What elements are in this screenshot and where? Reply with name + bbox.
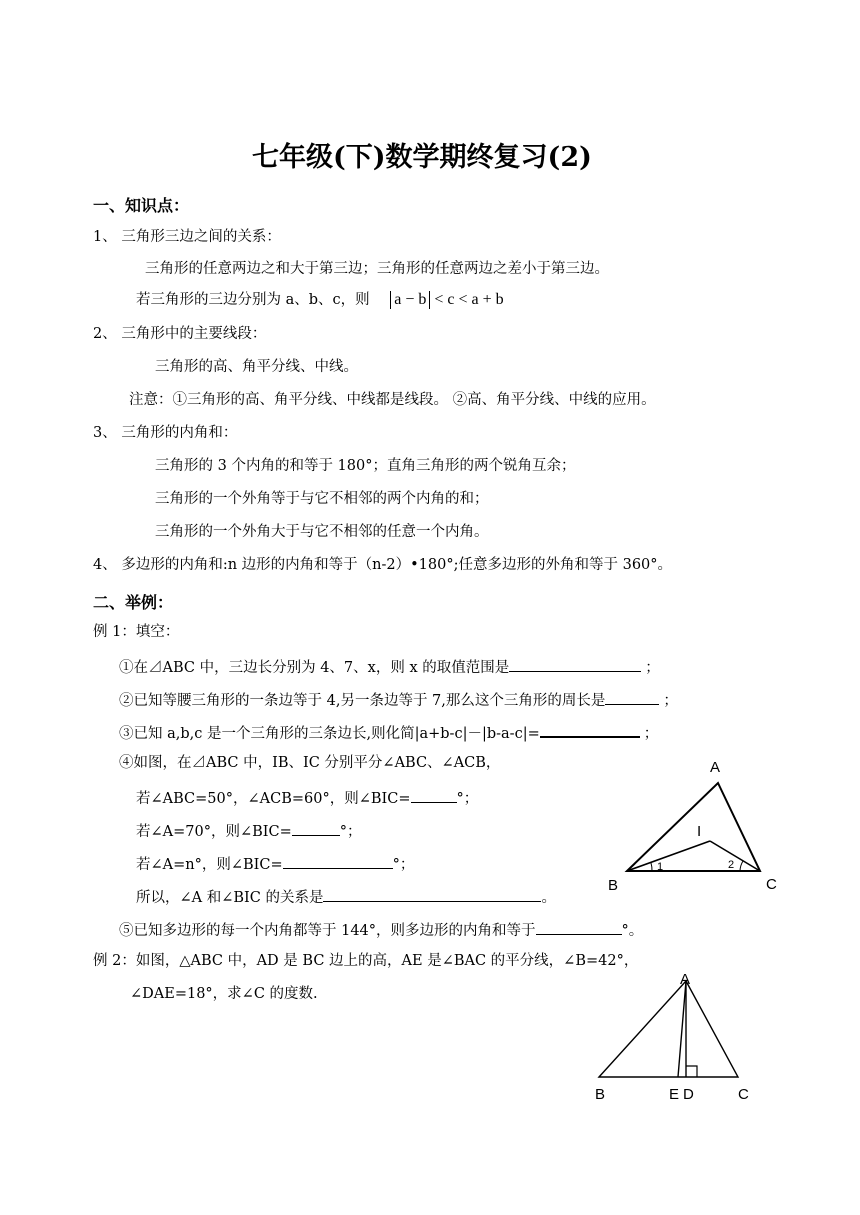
question-4a-text: 若∠ABC=50°，∠ACB=60°，则∠BIC= (136, 791, 411, 807)
point-3-title: 3、 三角形的内角和： (93, 425, 238, 441)
example-2-line-1: 例 2：如图，△ABC 中，AD 是 BC 边上的高，AE 是∠BAC 的平分线，∠B=42°， (93, 953, 639, 969)
question-4d-text: 所以，∠A 和∠BIC 的关系是 (136, 890, 324, 906)
label-angle-1: 1 (657, 861, 664, 873)
question-5 (119, 919, 643, 940)
question-4c-end: °； (392, 857, 415, 873)
question-4c-text: 若∠A=n°，则∠BIC= (136, 857, 283, 873)
label-angle-2: 2 (728, 859, 735, 871)
question-4: ④如图，在⊿ABC 中，IB、IC 分别平分∠ABC、∠ACB， (119, 755, 501, 771)
answer-blank-5[interactable] (536, 919, 622, 935)
question-1-text: ①在⊿ABC 中，三边长分别为 4、7、x，则 x 的取值范围是 (119, 660, 510, 676)
label-e: E (669, 1086, 680, 1103)
label-b-2: B (595, 1086, 606, 1103)
question-4c (136, 853, 414, 874)
point-3-line-1: 三角形的 3 个内角的和等于 180°；直角三角形的两个锐角互余； (155, 458, 576, 474)
label-c: C (766, 876, 777, 893)
question-1 (119, 656, 660, 677)
point-2-title: 2、 三角形中的主要线段： (93, 326, 267, 342)
formula-rest: < c < a + b (430, 291, 504, 308)
point-1-sides-prefix: 若三角形的三边分别为 a、b、c，则 (136, 292, 370, 308)
point-1-title: 1、 三角形三边之间的关系： (93, 229, 281, 245)
abs-value: a − b (390, 291, 430, 309)
label-a-2: A (680, 971, 691, 988)
bisector-ae (678, 981, 686, 1077)
answer-blank-2[interactable] (605, 689, 659, 705)
question-5-text: ⑤已知多边形的每一个内角都等于 144°，则多边形的内角和等于 (119, 923, 536, 939)
answer-blank-4d[interactable] (323, 886, 541, 902)
example-2-line-2: ∠DAE=18°，求∠C 的度数. (130, 986, 318, 1002)
question-3-text: ③已知 a,b,c 是一个三角形的三条边长,则化简|a+b-c|－|b-a-c|= (119, 726, 540, 742)
angle-arc-1 (651, 863, 652, 871)
point-1-formula-line (136, 291, 504, 309)
answer-blank-3[interactable] (540, 721, 640, 738)
triangle-abc-2 (599, 981, 738, 1077)
point-4: 4、 多边形的内角和:n 边形的内角和等于（n-2）•180°;任意多边形的外角和等于 360°。 (93, 557, 673, 573)
question-2-text: ②已知等腰三角形的一条边等于 4,另一条边等于 7,那么这个三角形的周长是 (119, 693, 606, 709)
bisector-bi (627, 841, 710, 871)
question-3 (119, 721, 658, 743)
question-5-end: °。 (621, 923, 644, 939)
question-4d (136, 886, 556, 907)
question-3-end: ； (643, 726, 659, 742)
right-angle-mark (686, 1066, 697, 1077)
section-heading-examples: 二、举例： (93, 593, 174, 612)
example-1-title: 例 1：填空： (93, 624, 180, 640)
question-1-end: ； (645, 660, 660, 676)
angle-arc-2 (740, 861, 743, 871)
answer-blank-4a[interactable] (411, 787, 457, 803)
question-4d-end: 。 (541, 890, 556, 906)
point-3-line-2: 三角形的一个外角等于与它不相邻的两个内角的和； (155, 491, 489, 507)
label-a: A (710, 759, 721, 776)
question-4b (136, 820, 362, 841)
answer-blank-4b[interactable] (292, 820, 340, 836)
point-2-note: 注意：①三角形的高、角平分线、中线都是线段。 ②高、角平分线、中线的应用。 (129, 392, 656, 408)
question-2 (119, 689, 678, 710)
figure-triangle-altitude (585, 965, 775, 1110)
label-c-2: C (738, 1086, 749, 1103)
figure-triangle-incenter (600, 755, 790, 900)
triangle-inequality-formula (390, 291, 503, 309)
question-2-end: ； (663, 693, 678, 709)
triangle-abc (627, 783, 760, 871)
question-4a (136, 787, 478, 808)
point-2-text: 三角形的高、角平分线、中线。 (155, 359, 358, 375)
question-4a-end: °； (456, 791, 479, 807)
label-i: I (697, 823, 702, 840)
answer-blank-4c[interactable] (283, 853, 393, 869)
question-4b-text: 若∠A=70°，则∠BIC= (136, 824, 292, 840)
point-3-line-3: 三角形的一个外角大于与它不相邻的任意一个内角。 (155, 524, 489, 540)
point-1-text: 三角形的任意两边之和大于第三边；三角形的任意两边之差小于第三边。 (145, 261, 609, 277)
label-b: B (608, 877, 619, 894)
label-d: D (683, 1086, 694, 1103)
answer-blank-1[interactable] (509, 656, 641, 672)
page-title: 七年级(下)数学期终复习(2) (252, 142, 592, 173)
section-heading-knowledge: 一、知识点： (93, 196, 190, 215)
question-4b-end: °； (339, 824, 362, 840)
